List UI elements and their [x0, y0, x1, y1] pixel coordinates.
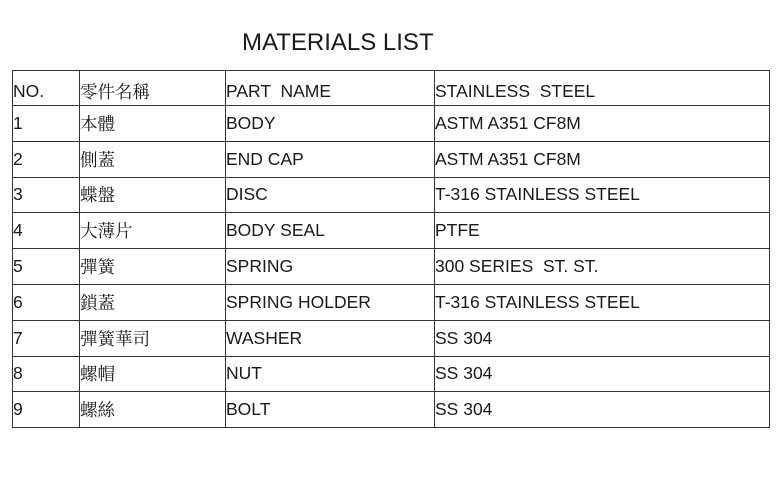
cell-part-name: DISC [226, 177, 435, 213]
table-row [13, 141, 770, 177]
cell-no: 3 [13, 177, 80, 213]
cell-part-name-zh: 螺絲 [80, 392, 226, 428]
cell-part-name-zh: 側蓋 [80, 141, 226, 177]
cell-part-name: BODY [226, 106, 435, 142]
header-material: STAINLESS STEEL [435, 71, 770, 106]
table-row [13, 392, 770, 428]
cell-part-name: END CAP [226, 141, 435, 177]
cell-part-name-zh: 螺帽 [80, 356, 226, 392]
cell-no: 9 [13, 392, 80, 428]
table-row [13, 106, 770, 142]
cell-part-name-zh: 彈簧華司 [80, 320, 226, 356]
cell-material: ASTM A351 CF8M [435, 141, 770, 177]
cell-part-name-zh: 彈簧 [80, 249, 226, 285]
cell-material: SS 304 [435, 392, 770, 428]
table-row [13, 177, 770, 213]
cell-part-name-zh: 蝶盤 [80, 177, 226, 213]
cell-no: 7 [13, 320, 80, 356]
materials-table [12, 70, 770, 428]
table-row [13, 320, 770, 356]
cell-part-name-zh: 大薄片 [80, 213, 226, 249]
cell-part-name-zh: 本體 [80, 106, 226, 142]
page-title: MATERIALS LIST [242, 29, 434, 56]
materials-table-body [13, 71, 770, 428]
table-row [13, 213, 770, 249]
cell-material: ASTM A351 CF8M [435, 106, 770, 142]
cell-no: 5 [13, 249, 80, 285]
cell-material: T-316 STAINLESS STEEL [435, 177, 770, 213]
cell-no: 8 [13, 356, 80, 392]
cell-no: 4 [13, 213, 80, 249]
cell-no: 1 [13, 106, 80, 142]
header-part-name: PART NAME [226, 71, 435, 106]
cell-material: T-316 STAINLESS STEEL [435, 284, 770, 320]
cell-material: PTFE [435, 213, 770, 249]
header-no: NO. [13, 71, 80, 106]
table-row [13, 249, 770, 285]
header-part-name-zh: 零件名稱 [80, 71, 226, 106]
cell-part-name: BODY SEAL [226, 213, 435, 249]
table-row [13, 356, 770, 392]
table-header-row [13, 71, 770, 106]
table-row [13, 284, 770, 320]
cell-no: 2 [13, 141, 80, 177]
cell-material: SS 304 [435, 320, 770, 356]
cell-part-name: SPRING [226, 249, 435, 285]
cell-material: 300 SERIES ST. ST. [435, 249, 770, 285]
cell-part-name-zh: 鎖蓋 [80, 284, 226, 320]
cell-material: SS 304 [435, 356, 770, 392]
cell-part-name: BOLT [226, 392, 435, 428]
cell-part-name: SPRING HOLDER [226, 284, 435, 320]
cell-part-name: WASHER [226, 320, 435, 356]
cell-no: 6 [13, 284, 80, 320]
cell-part-name: NUT [226, 356, 435, 392]
